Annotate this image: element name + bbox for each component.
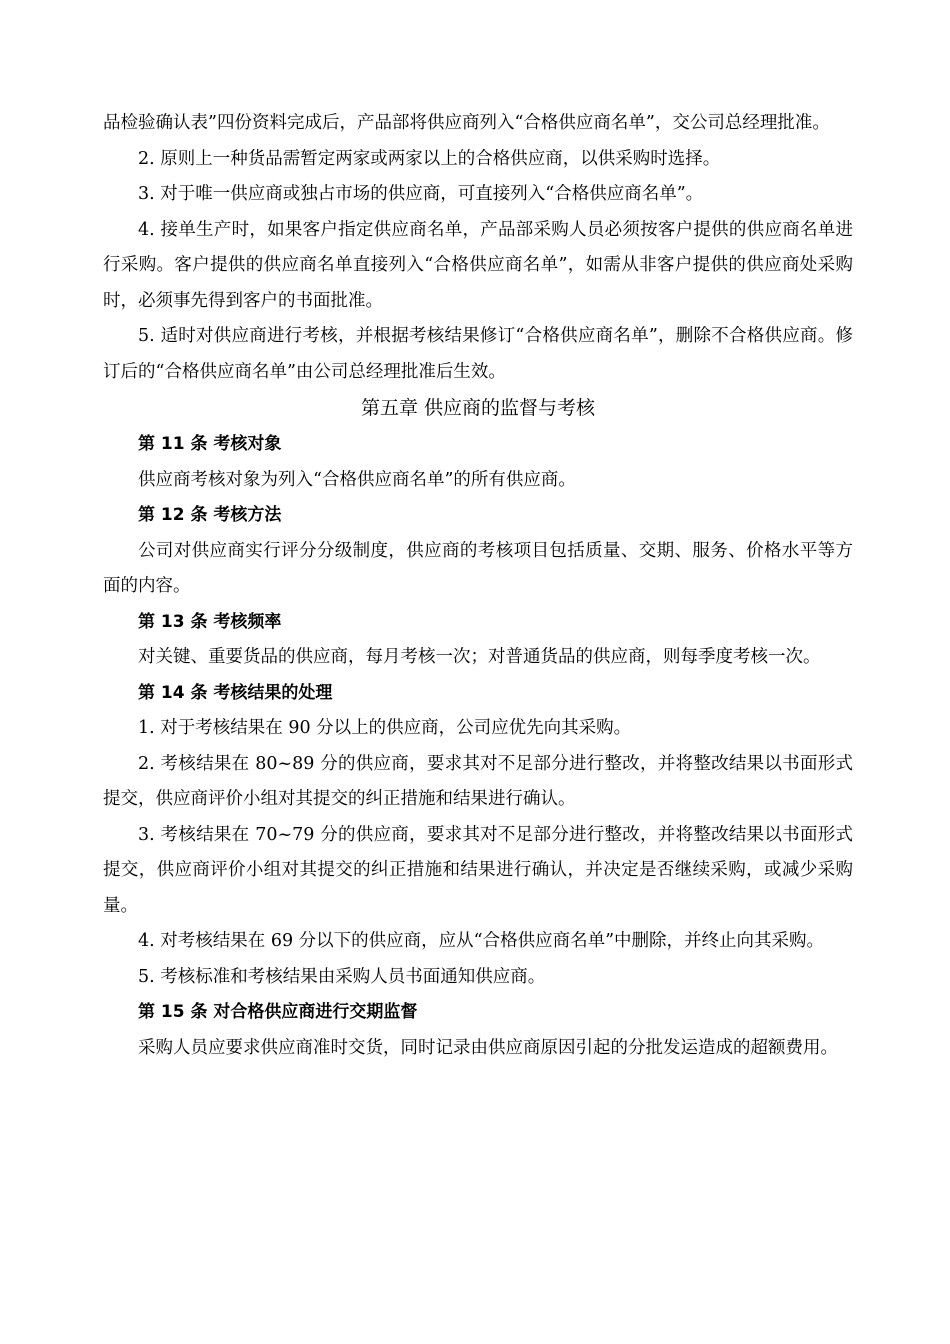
article-13-body: 对关键、重要货品的供应商，每月考核一次；对普通货品的供应商，则每季度考核一次。	[138, 647, 821, 667]
article-11-title: 第 11 条 考核对象	[138, 434, 282, 454]
article-12-title: 第 12 条 考核方法	[138, 505, 282, 525]
article-14-item-4: 4. 对考核结果在 69 分以下的供应商，应从“合格供应商名单”中删除，并终止向其采购。	[138, 931, 825, 951]
chapter-title: 第五章 供应商的监督与考核	[360, 397, 596, 419]
article-14-title: 第 14 条 考核结果的处理	[138, 682, 333, 703]
intro-item-4: 4. 接单生产时，如果客户指定供应商名单，产品部采购人员必须按客户提供的供应商名单进行采购。客户提供的供应商名单直接列入“合格供应商名单”，如需从非客户提供的供应商处采购时，必须事先得到客户的书面批准。	[103, 219, 853, 311]
intro-item-2: 2. 原则上一种货品需暂定两家或两家以上的合格供应商，以供采购时选择。	[138, 148, 721, 169]
article-11-body: 供应商考核对象为列入“合格供应商名单”的所有供应商。	[138, 469, 576, 490]
intro-paragraph-continued: 品检验确认表”四份资料完成后，产品部将供应商列入“合格供应商名单”，交公司总经理批准。	[103, 113, 830, 133]
article-15-body: 采购人员应要求供应商准时交货，同时记录由供应商原因引起的分批发运造成的超额费用。	[138, 1037, 838, 1058]
article-14-item-2: 2. 考核结果在 80~89 分的供应商，要求其对不足部分进行整改，并将整改结果以书面形式提交，供应商评价小组对其提交的纠正措施和结果进行确认。	[103, 753, 853, 809]
intro-item-3: 3. 对于唯一供应商或独占市场的供应商，可直接列入“合格供应商名单”。	[138, 184, 704, 204]
article-14-item-1: 1. 对于考核结果在 90 分以上的供应商，公司应优先向其采购。	[138, 718, 632, 738]
article-12-body: 公司对供应商实行评分分级制度，供应商的考核项目包括质量、交期、服务、价格水平等方面的内容。	[103, 540, 853, 596]
document-page	[103, 106, 853, 1066]
intro-item-5: 5. 适时对供应商进行考核，并根据考核结果修订“合格供应商名单”，删除不合格供应商。修订后的“合格供应商名单”由公司总经理批准后生效。	[103, 326, 853, 382]
article-15-title: 第 15 条 对合格供应商进行交期监督	[138, 1002, 418, 1022]
article-14-item-5: 5. 考核标准和考核结果由采购人员书面通知供应商。	[138, 966, 546, 987]
article-13-title: 第 13 条 考核频率	[138, 611, 282, 632]
article-14-item-3: 3. 考核结果在 70~79 分的供应商，要求其对不足部分进行整改，并将整改结果以书面形式提交，供应商评价小组对其提交的纠正措施和结果进行确认，并决定是否继续采购，或减少采购量。	[103, 824, 853, 916]
